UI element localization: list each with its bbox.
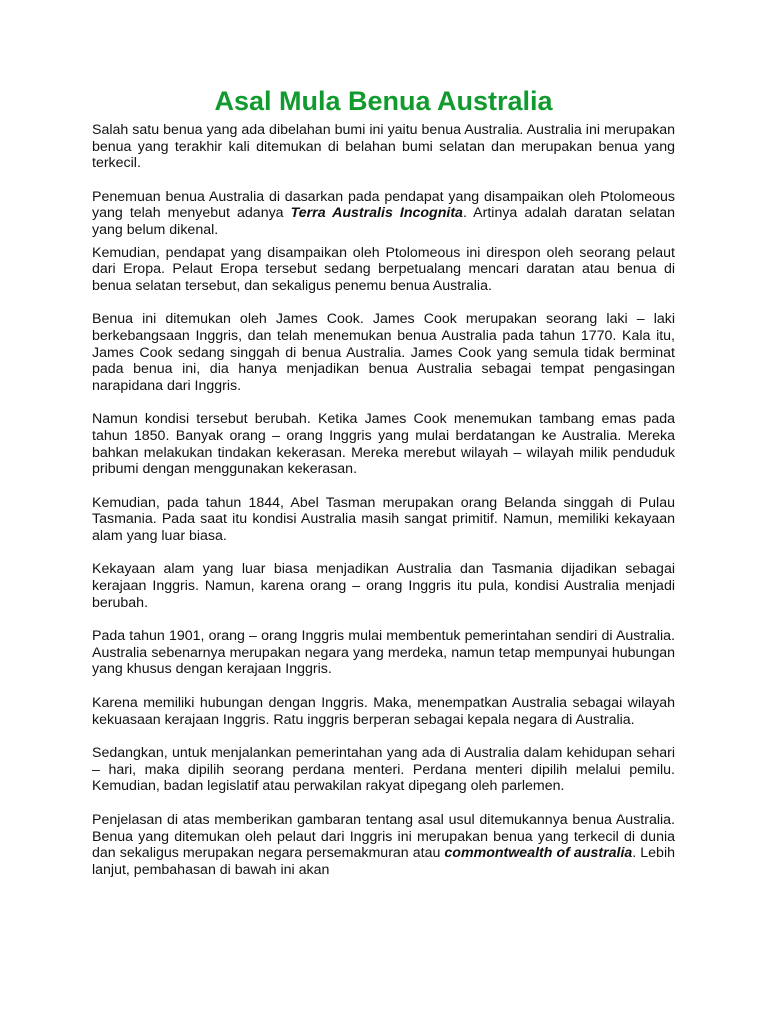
paragraph-james-cook: Benua ini ditemukan oleh James Cook. James Cook merupakan seorang laki – laki berkebangsaan Inggris, dan telah menemukan benua Australia pada tahun 1770. Kala itu, James Cook sedang singgah di benua Australia. James Cook yang semula tidak berminat pada benua ini, dia hanya menjadikan benua Australia sebagai tempat pengasingan narapidana dari Inggris. (92, 311, 675, 394)
paragraph-natural-wealth: Kekayaan alam yang luar biasa menjadikan Australia dan Tasmania dijadikan sebagai kerajaan Inggris. Namun, karena orang – orang Inggris itu pula, kondisi Australia menjadi berubah. (92, 561, 675, 611)
paragraph-self-government: Pada tahun 1901, orang – orang Inggris mulai membentuk pemerintahan sendiri di Australia. Australia sebenarnya merupakan negara yang merdeka, namun tetap mempunyai hubungan yang khusus dengan kerajaan Inggris. (92, 628, 675, 678)
paragraph-discovery-basis (92, 189, 675, 239)
paragraph-abel-tasman: Kemudian, pada tahun 1844, Abel Tasman merupakan orang Belanda singgah di Pulau Tasmania. Pada saat itu kondisi Australia masih sangat primitif. Namun, memiliki kekayaan alam yang luar biasa. (92, 494, 675, 544)
paragraph-british-crown: Karena memiliki hubungan dengan Inggris. Maka, menempatkan Australia sebagai wilayah kekuasaan kerajaan Inggris. Ratu inggris berperan sebagai kepala negara di Australia. (92, 695, 675, 728)
paragraph-text: . Artinya adalah daratan selatan yang belum dikenal. (92, 205, 675, 238)
paragraph-intro: Salah satu benua yang ada dibelahan bumi ini yaitu benua Australia. Australia ini merupakan benua yang terakhir kali ditemukan di belahan bumi selatan dan merupakan benua yang terkecil. (92, 122, 675, 172)
term-terra-australis: Terra Australis Incognita (290, 205, 463, 222)
paragraph-gold-mine: Namun kondisi tersebut berubah. Ketika James Cook menemukan tambang emas pada tahun 1850. Banyak orang – orang Inggris yang mulai berdatangan ke Australia. Mereka bahkan melakukan tindakan kekerasan. Mereka merebut wilayah – wilayah milik penduduk pribumi dengan menggunakan kekerasan. (92, 411, 675, 478)
paragraph-conclusion (92, 812, 675, 878)
paragraph-text: . Lebih lanjut, pembahasan di bawah ini akan (92, 845, 675, 878)
paragraph-text: Penjelasan di atas memberikan gambaran tentang asal usul ditemukannya benua Australia. Benua yang ditemukan oleh pelaut dari Inggris ini merupakan benua yang terkecil di dunia dan sekaligus merupakan negara persemakmuran atau (92, 812, 675, 862)
paragraph-text: Penemuan benua Australia di dasarkan pada pendapat yang disampaikan oleh Ptolomeous yang telah menyebut adanya (92, 188, 675, 222)
paragraph-prime-minister: Sedangkan, untuk menjalankan pemerintahan yang ada di Australia dalam kehidupan sehari – hari, maka dipilih seorang perdana menteri. Perdana menteri dipilih melalui pemilu. Kemudian, badan legislatif atau perwakilan rakyat dipegang oleh parlemen. (92, 745, 675, 795)
document-title: Asal Mula Benua Australia (214, 86, 553, 116)
term-commonwealth: commontwealth of australia (444, 845, 633, 862)
paragraph-european-sailor: Kemudian, pendapat yang disampaikan oleh Ptolomeous ini direspon oleh seorang pelaut dari Eropa. Pelaut Eropa tersebut sedang berpetualang mencari daratan atau benua di benua selatan tersebut, dan sekaligus penemu benua Australia. (92, 244, 675, 294)
document-page (92, 84, 675, 878)
